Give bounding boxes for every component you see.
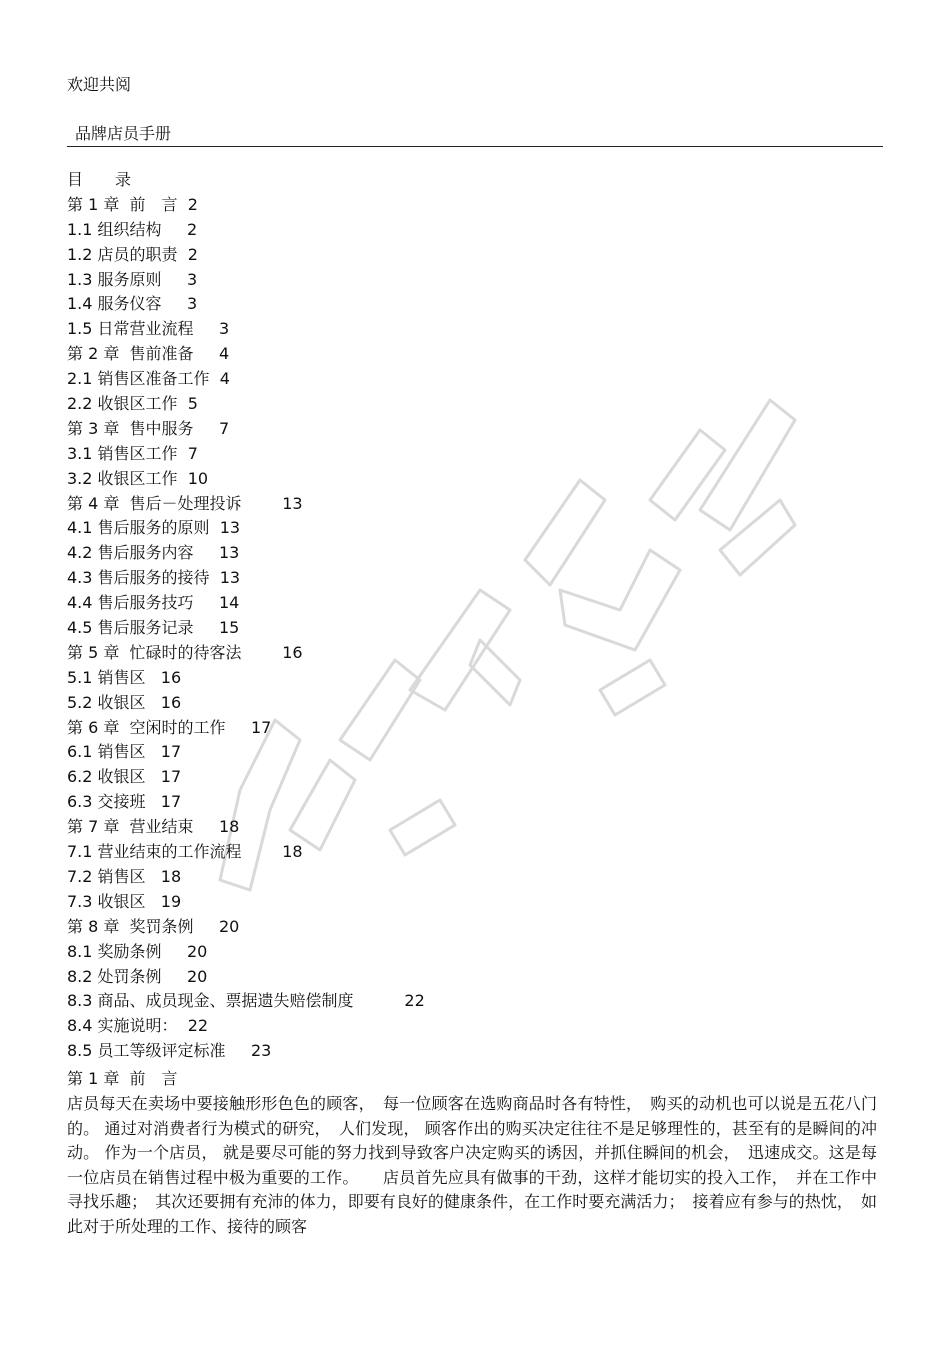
toc-entry[interactable]: 3.1 销售区工作 7	[67, 443, 198, 463]
toc-entry[interactable]: 第 2 章 售前准备 4	[67, 344, 230, 364]
toc-entry[interactable]: 4.5 售后服务记录 15	[67, 618, 240, 638]
toc-entry[interactable]: 第 7 章 营业结束 18	[67, 817, 240, 837]
body-paragraph: 店员每天在卖场中要接触形形色色的顾客， 每一位顾客在选购商品时各有特性， 购买的动机也可以说是五花八门的。 通过对消费者行为模式的研究， 人们发现， 顾客作出的购买决定往往不是足够理性的，甚至有的是瞬间的冲动。 作为一个店员， 就是要尽可能的努力找到导致客户决定购买的诱因，并抓住瞬间的机会， 迅速成交。这是每一位店员在销售过程中极为重要的工作。 店员首先应具有做事的干劲，这样才能切实的投入工作， 并在工作中寻找乐趣； 其次还要拥有充沛的体力，即要有良好的健康条件，在工作时要充满活力； 接着应有参与的热忱， 如此对于所处理的工作、接待的顾客	[67, 1094, 877, 1236]
toc-entry[interactable]: 1.5 日常营业流程 3	[67, 319, 230, 339]
toc-entry[interactable]: 3.2 收银区工作 10	[67, 468, 209, 488]
toc-entry[interactable]: 5.2 收银区 16	[67, 692, 182, 712]
toc-entry[interactable]: 4.3 售后服务的接待 13	[67, 568, 241, 588]
toc-entry[interactable]: 8.4 实施说明： 22	[67, 1016, 209, 1036]
toc-entry[interactable]: 第 4 章 售后－处理投诉 13	[67, 493, 303, 513]
chapter-heading: 第 1 章 前 言	[67, 1069, 178, 1088]
header-divider	[67, 146, 883, 147]
toc-entry[interactable]: 1.2 店员的职责 2	[67, 244, 198, 264]
toc-entry[interactable]: 4.1 售后服务的原则 13	[67, 518, 241, 538]
toc-entry[interactable]: 7.3 收银区 19	[67, 891, 182, 911]
toc-entry[interactable]: 8.2 处罚条例 20	[67, 966, 208, 986]
toc-entry[interactable]: 第 8 章 奖罚条例 20	[67, 916, 240, 936]
toc-entry[interactable]: 4.4 售后服务技巧 14	[67, 593, 240, 613]
toc-entry[interactable]: 2.2 收银区工作 5	[67, 394, 198, 414]
toc-entry[interactable]: 1.3 服务原则 3	[67, 269, 198, 289]
toc-entry[interactable]: 4.2 售后服务内容 13	[67, 543, 240, 563]
toc-entry[interactable]: 5.1 销售区 16	[67, 667, 182, 687]
table-of-contents	[67, 168, 883, 1064]
toc-entry[interactable]: 8.5 员工等级评定标准 23	[67, 1041, 272, 1061]
toc-entry[interactable]: 第 1 章 前 言 2	[67, 194, 198, 214]
toc-entry[interactable]: 6.3 交接班 17	[67, 792, 182, 812]
toc-entry[interactable]: 8.3 商品、成员现金、票据遗失赔偿制度 22	[67, 991, 425, 1011]
toc-entry[interactable]: 6.2 收银区 17	[67, 767, 182, 787]
toc-entry[interactable]: 1.1 组织结构 2	[67, 219, 198, 239]
toc-entry[interactable]: 1.4 服务仪容 3	[67, 294, 198, 314]
toc-entry[interactable]: 7.1 营业结束的工作流程 18	[67, 842, 303, 862]
toc-entry[interactable]: 第 3 章 售中服务 7	[67, 418, 230, 438]
toc-heading: 目 录	[67, 170, 132, 189]
toc-entry[interactable]: 8.1 奖励条例 20	[67, 941, 208, 961]
toc-entry[interactable]: 第 5 章 忙碌时的待客法 16	[67, 642, 303, 662]
header-note: 欢迎共阅	[67, 75, 132, 94]
document-title: 品牌店员手册	[75, 124, 172, 143]
toc-entry[interactable]: 7.2 销售区 18	[67, 866, 182, 886]
toc-entry[interactable]: 6.1 销售区 17	[67, 742, 182, 762]
toc-entry[interactable]: 第 6 章 空闲时的工作 17	[67, 717, 272, 737]
toc-entry[interactable]: 2.1 销售区准备工作 4	[67, 369, 230, 389]
